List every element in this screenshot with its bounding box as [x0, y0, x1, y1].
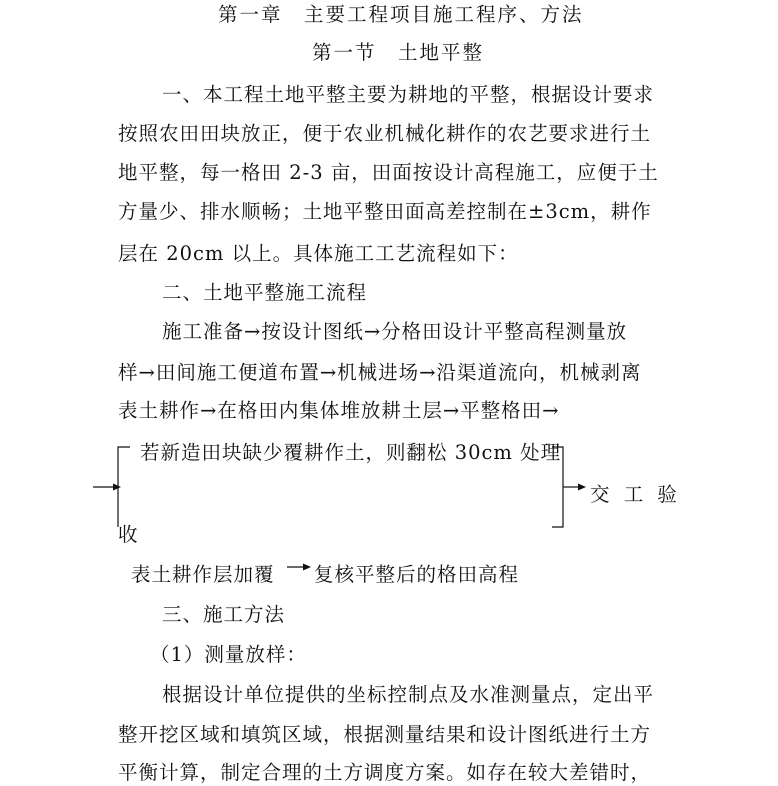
flow-line: 施工准备→按设计图纸→分格田设计平整高程测量放	[162, 320, 628, 343]
lower-branch-arrowhead	[303, 564, 311, 571]
heading-construction-flow: 二、土地平整施工流程	[162, 281, 368, 304]
chapter-title: 第一章 主要工程项目施工程序、方法	[218, 3, 584, 26]
paragraph-line: 方量少、排水顺畅；土地平整田面高差控制在±3cm，耕作	[118, 200, 652, 223]
paragraph-line: 平衡计算，制定合理的土方调度方案。如存在较大差错时，	[118, 761, 652, 784]
flow-branch-upper: 若新造田块缺少覆耕作土，则翻松 30cm 处理	[140, 441, 562, 464]
paragraph-line: 层在 20cm 以上。具体施工工艺流程如下：	[118, 242, 519, 265]
heading-construction-methods: 三、施工方法	[162, 603, 286, 626]
left-bracket	[118, 447, 130, 527]
paragraph-line: 地平整，每一格田 2-3 亩，田面按设计高程施工，应便于土	[118, 161, 659, 184]
exit-arrowhead	[578, 484, 586, 491]
paragraph-line: 一、本工程土地平整主要为耕地的平整，根据设计要求	[162, 83, 655, 106]
section-title: 第一节 土地平整	[312, 41, 485, 64]
left-entry-arrowhead	[113, 484, 121, 491]
subheading-survey-layout: （1）测量放样：	[150, 643, 307, 666]
paragraph-line: 整开挖区域和填筑区域，根据测量结果和设计图纸进行土方	[118, 723, 652, 746]
paragraph-line: 按照农田田块放正，便于农业机械化耕作的农艺要求进行土	[118, 122, 652, 145]
flow-branch-tail: 收	[118, 523, 139, 546]
flow-branch-lower-end: 复核平整后的格田高程	[314, 563, 520, 586]
paragraph-line: 根据设计单位提供的坐标控制点及水准测量点，定出平	[162, 683, 655, 706]
flow-branch-result: 交 工 验	[590, 483, 681, 506]
flow-branch-lower-start: 表土耕作层加覆	[131, 563, 275, 586]
flow-line: 样→田间施工便道布置→机械进场→沿渠道流向，机械剥离	[118, 361, 642, 384]
flow-line: 表土耕作→在格田内集体堆放耕土层→平整格田→	[118, 399, 560, 422]
